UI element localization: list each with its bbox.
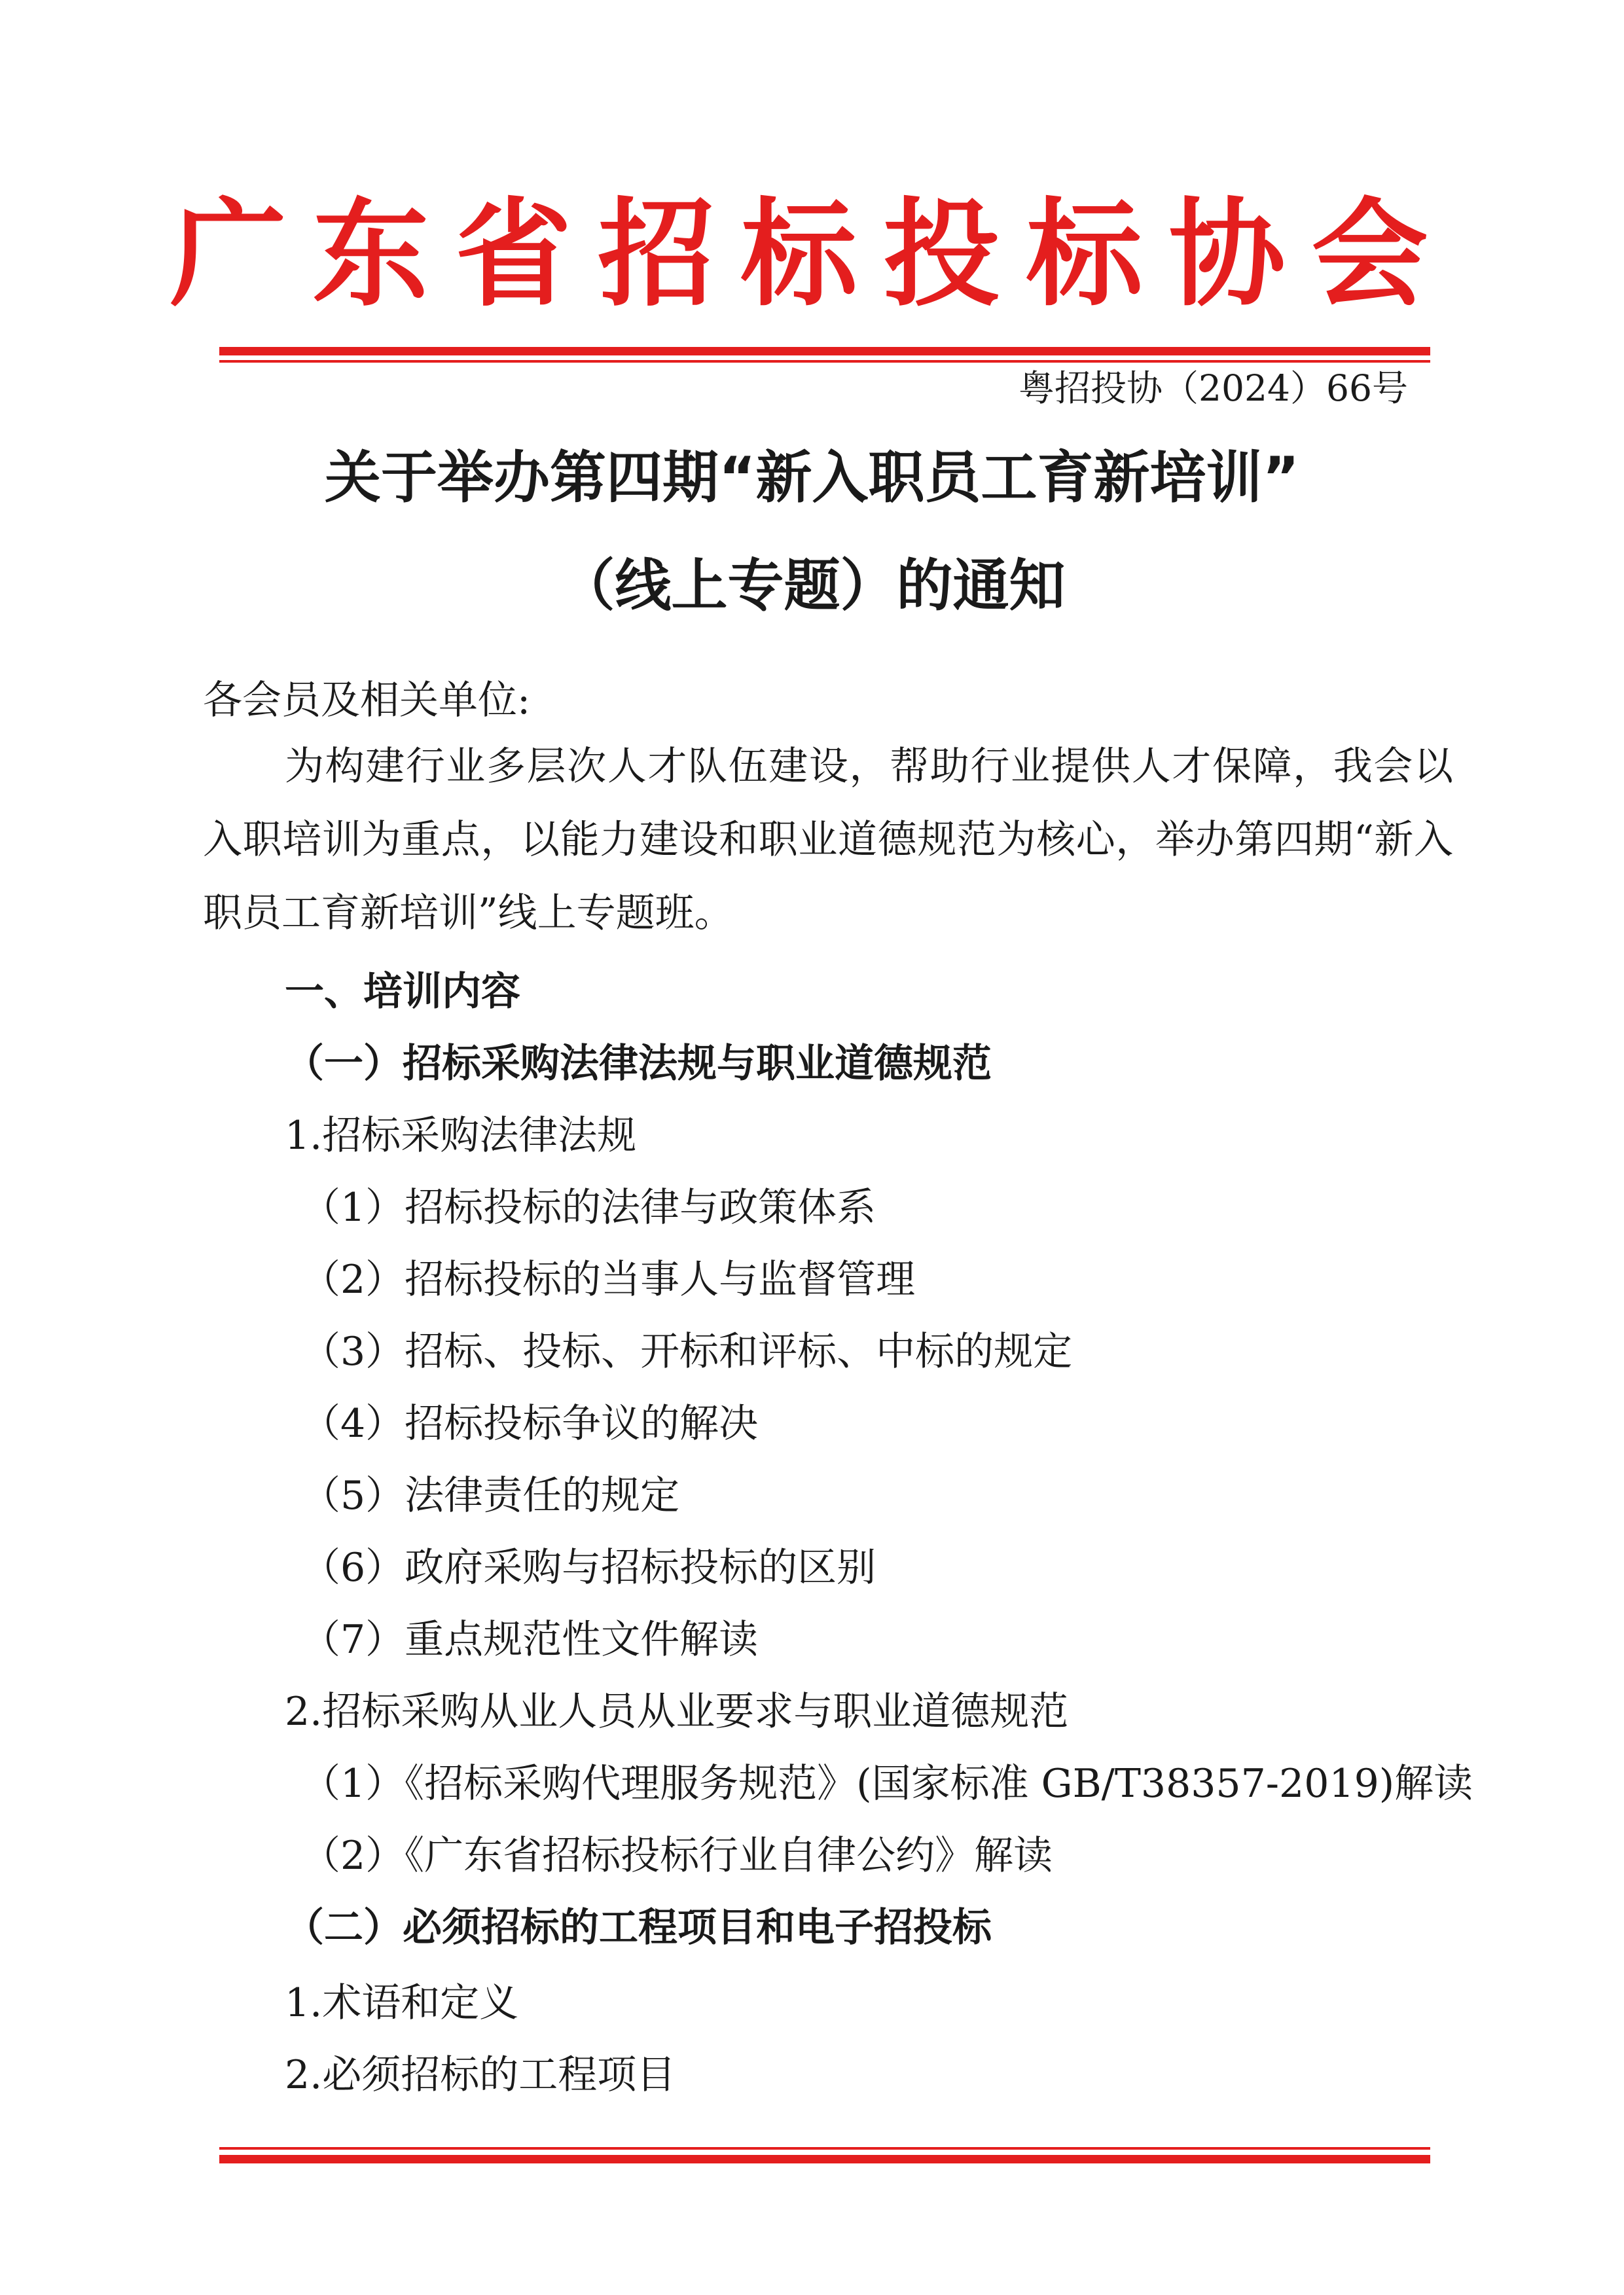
list-item: （2）《广东省招标投标行业自律公约》解读: [301, 1833, 1053, 1879]
intro-paragraph: 为构建行业多层次人才队伍建设，帮助行业提供人才保障，我会以入职培训为重点，以能力建设和职业道德规范为核心，举办第四期“新入职员工育新培训”线上专题班。: [203, 744, 1453, 936]
footer-divider-thin: [219, 2147, 1430, 2150]
list-item: （5）法律责任的规定: [301, 1473, 680, 1519]
header-divider-thick: [219, 347, 1430, 355]
list-item: 1.术语和定义: [285, 1980, 519, 2026]
list-item: 2.必须招标的工程项目: [285, 2052, 676, 2098]
notice-title-line-1: 关于举办第四期“新入职员工育新培训”: [324, 445, 1300, 511]
organization-name: 广东省招标投标协会: [170, 185, 1454, 322]
subsection-heading-laws-ethics: （一）招标采购法律法规与职业道德规范: [285, 1041, 992, 1087]
list-item: （1）招标投标的法律与政策体系: [301, 1185, 876, 1231]
list-item: （6）政府采购与招标投标的区别: [301, 1545, 876, 1591]
list-item: （1）《招标采购代理服务规范》(国家标准 GB/T38357-2019)解读: [301, 1761, 1473, 1807]
list-item: （4）招标投标争议的解决: [301, 1401, 759, 1447]
document-number: 粤招投协（2024）66号: [1019, 367, 1408, 409]
item-heading-laws: 1.招标采购法律法规: [285, 1113, 637, 1159]
salutation: 各会员及相关单位:: [203, 678, 531, 723]
footer-divider-thick: [219, 2155, 1430, 2163]
subsection-heading-projects: （二）必须招标的工程项目和电子招投标: [285, 1905, 992, 1951]
notice-title-line-2: （线上专题）的通知: [558, 553, 1066, 619]
item-heading-ethics: 2.招标采购从业人员从业要求与职业道德规范: [285, 1689, 1069, 1735]
list-item: （7）重点规范性文件解读: [301, 1617, 759, 1663]
list-item: （3）招标、投标、开标和评标、中标的规定: [301, 1329, 1073, 1375]
section-heading-training-content: 一、培训内容: [285, 969, 520, 1015]
list-item: （2）招标投标的当事人与监督管理: [301, 1257, 916, 1303]
